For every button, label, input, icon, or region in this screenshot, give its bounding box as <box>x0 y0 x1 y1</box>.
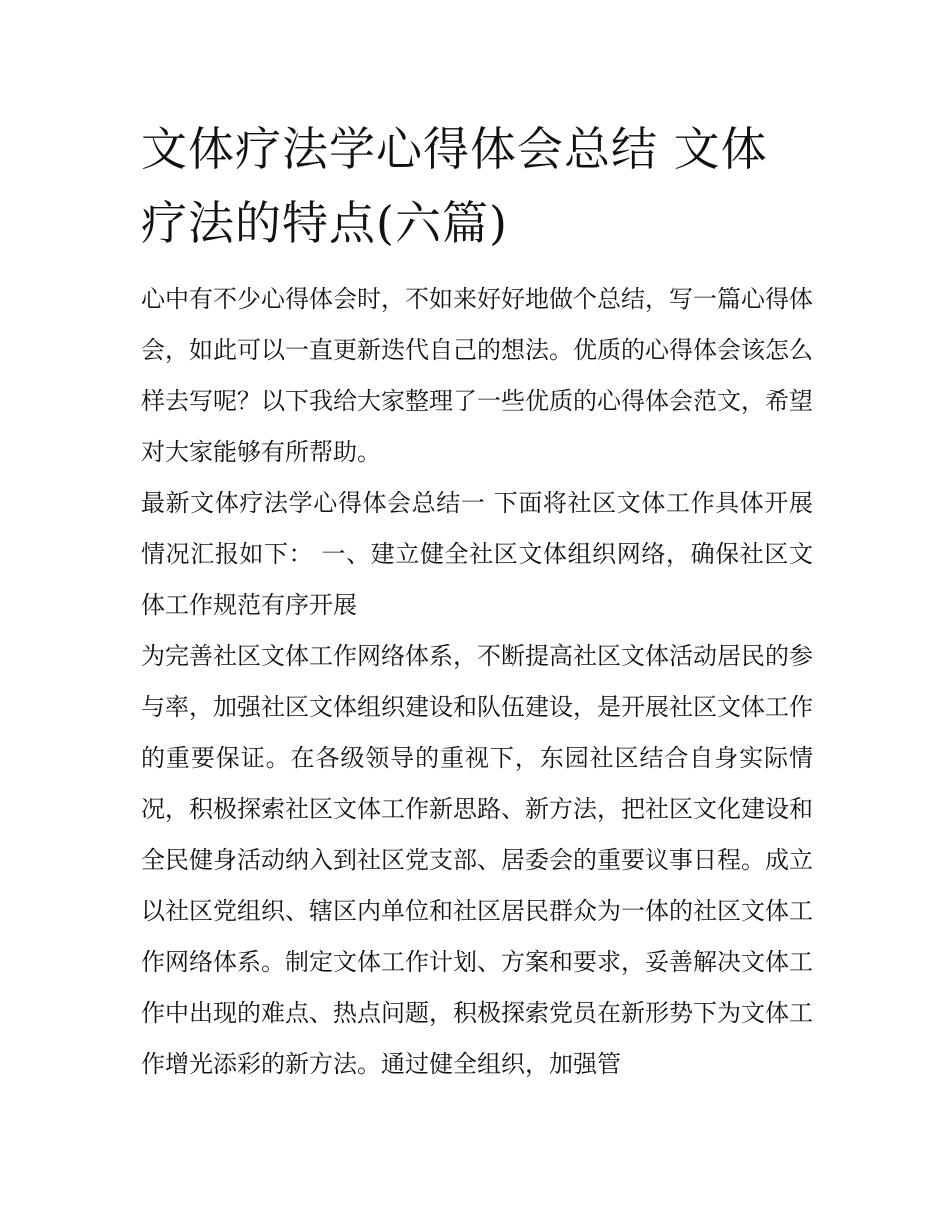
document-title: 文体疗法学心得体会总结 文体疗法的特点(六篇) <box>141 122 768 250</box>
document-page <box>141 112 813 1090</box>
paragraph-body: 为完善社区文体工作网络体系，不断提高社区文体活动居民的参与率，加强社区文体组织建设和队伍建设，是开展社区文体工作的重要保证。在各级领导的重视下，东园社区结合自身实际情况，积极探索社区文体工作新思路、新方法，把社区文化建设和全民健身活动纳入到社区党支部、居委会的重要议事日程。成立以社区党组织、辖区内单位和社区居民群众为一体的社区文体工作网络体系。制定文体工作计划、方案和要求，妥善解决文体工作中出现的难点、热点问题，积极探索党员在新形势下为文体工作增光添彩的新方法。通过健全组织，加强管 <box>141 642 813 1078</box>
paragraph-section-one-heading: 最新文体疗法学心得体会总结一 下面将社区文体工作具体开展情况汇报如下： 一、建立健全社区文体组织网络，确保社区文体工作规范有序开展 <box>141 489 813 619</box>
paragraph-intro: 心中有不少心得体会时，不如来好好地做个总结，写一篇心得体会，如此可以一直更新迭代自己的想法。优质的心得体会该怎么样去写呢？以下我给大家整理了一些优质的心得体会范文，希望对大家能够有所帮助。 <box>141 285 813 466</box>
